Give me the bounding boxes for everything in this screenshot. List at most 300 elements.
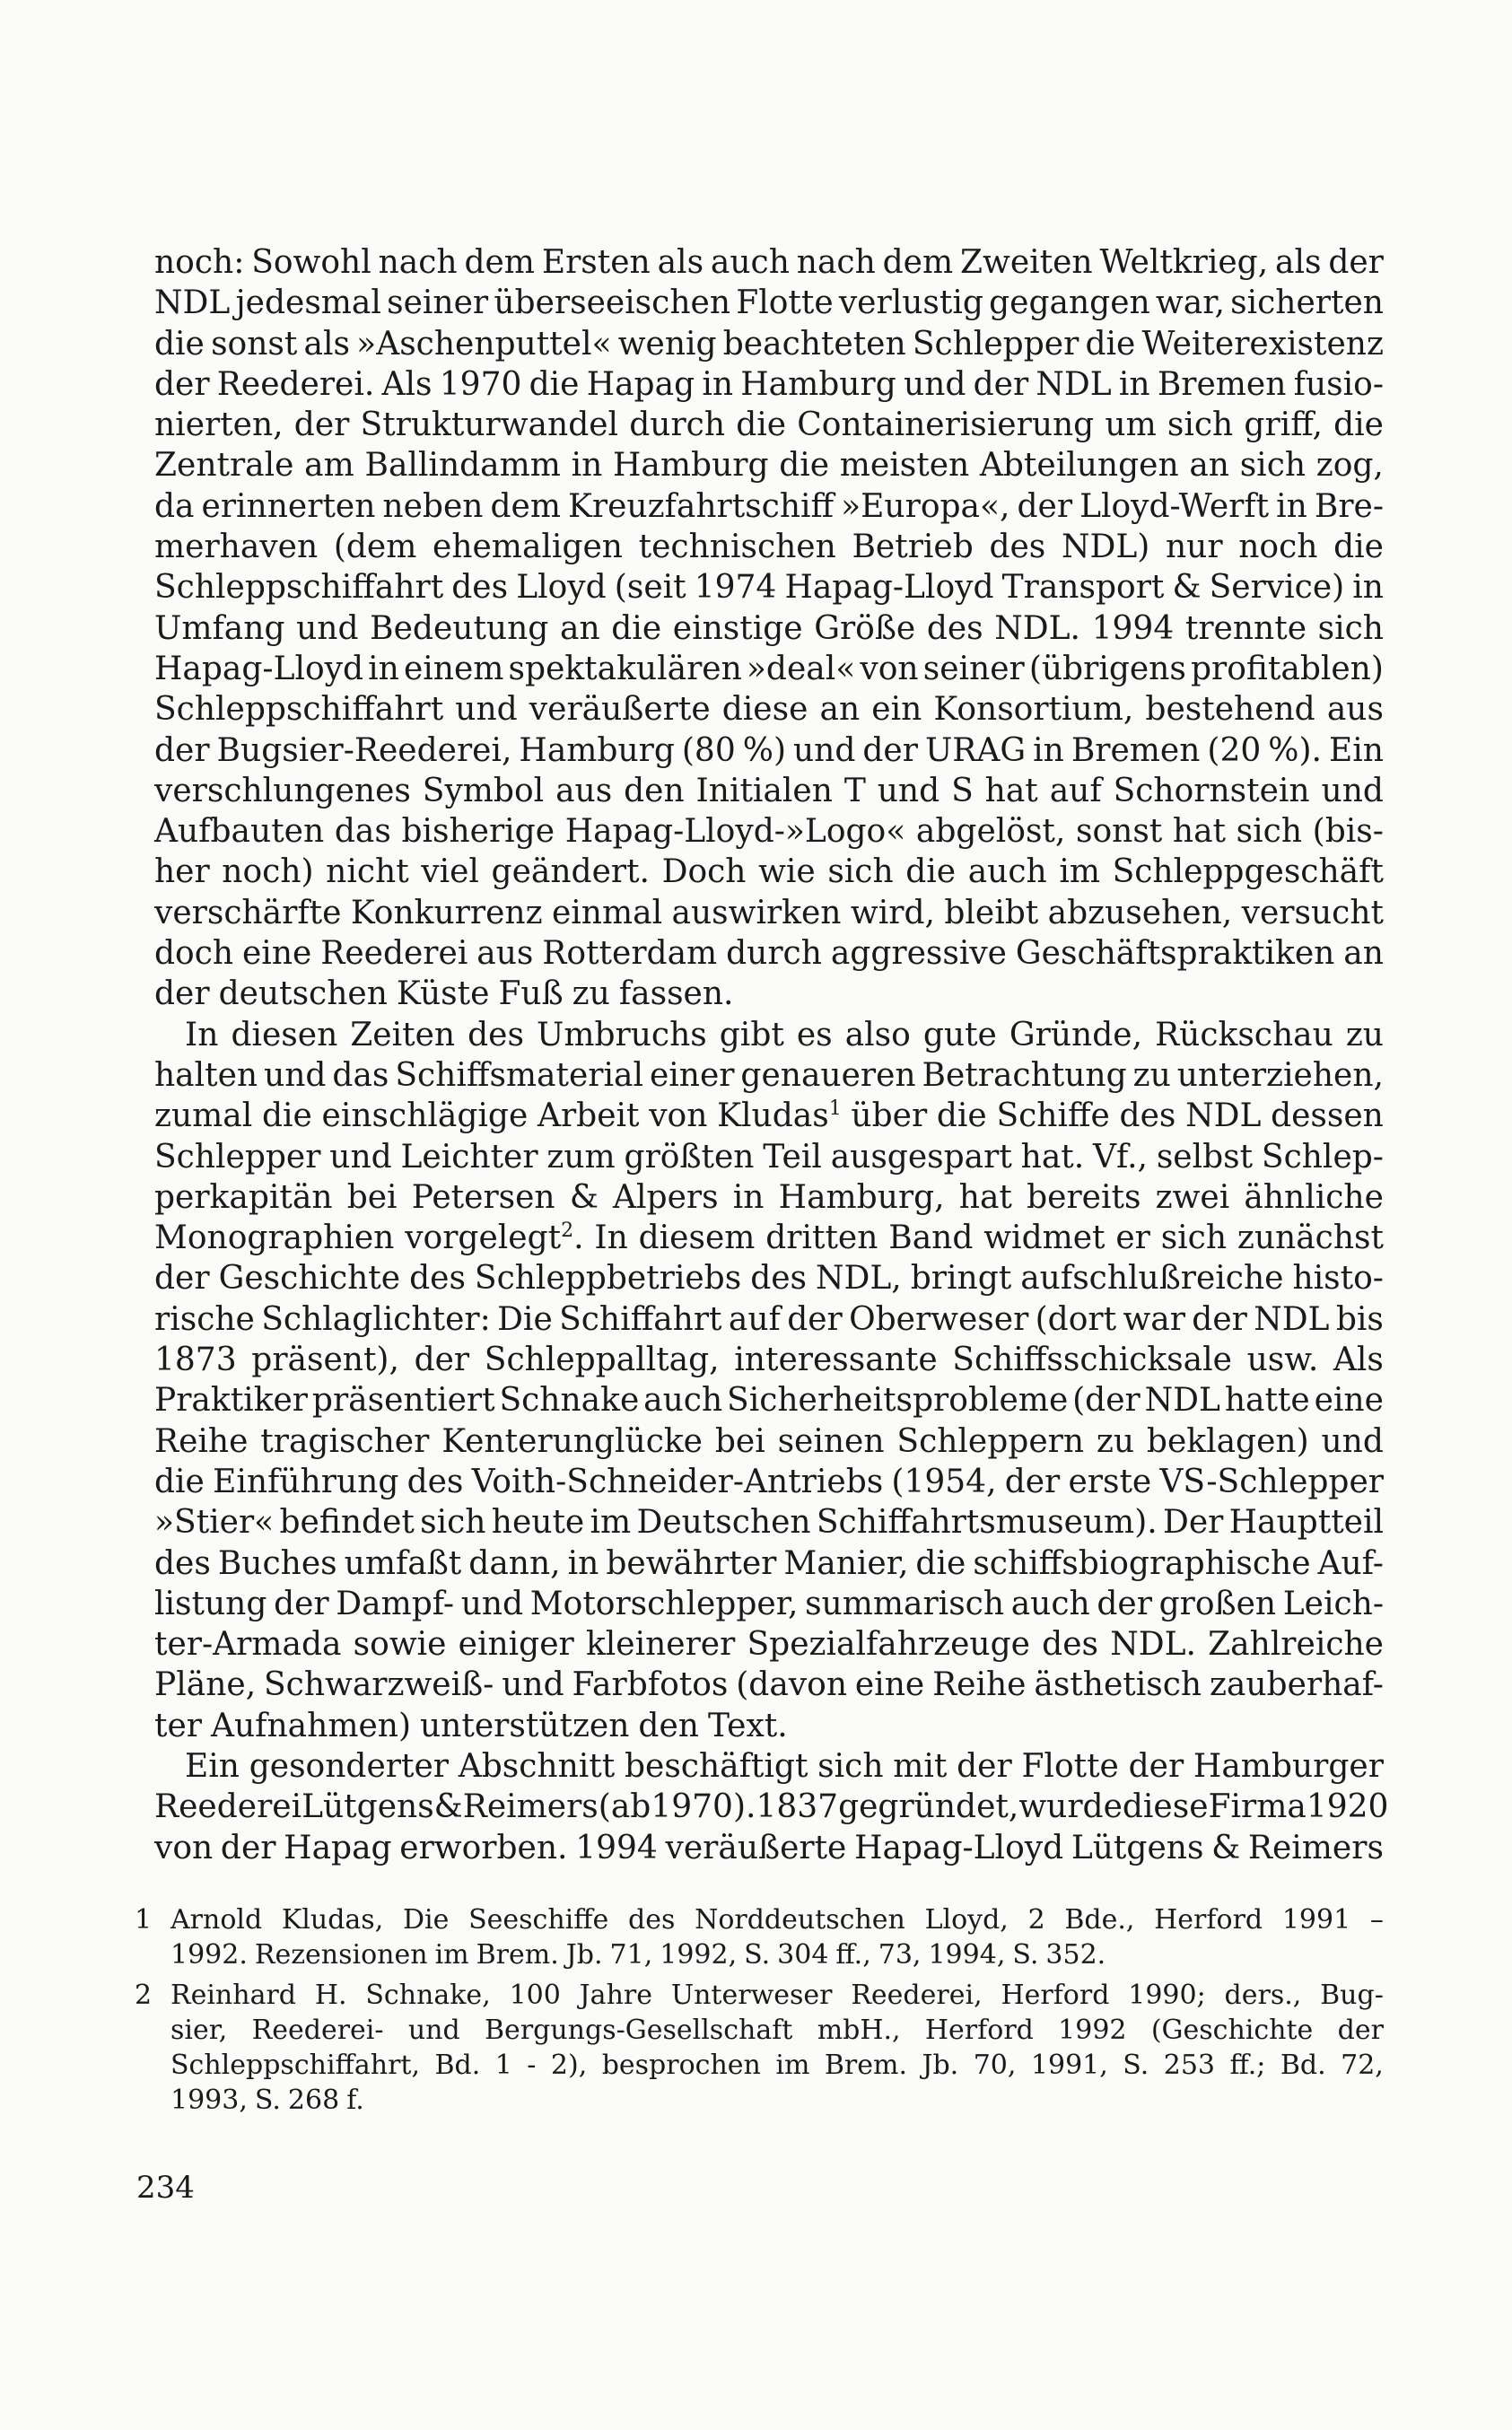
word: eine: [242, 935, 312, 973]
word: 1991: [1281, 1904, 1351, 1936]
word: Rotterdam: [542, 935, 718, 973]
word: besprochen: [601, 2050, 761, 2081]
word: (20: [1207, 731, 1262, 769]
word: der: [293, 406, 350, 444]
word: befindet: [279, 1504, 415, 1542]
word: zunächst: [1237, 1219, 1384, 1257]
word: und: [903, 365, 966, 403]
text-line: [154, 1096, 1384, 1136]
word: Ballindamm: [364, 447, 561, 485]
word: als: [303, 325, 350, 363]
word: Umbruchs: [536, 1016, 707, 1053]
word: 1991,: [1030, 2050, 1108, 2081]
word: versucht: [1241, 894, 1384, 931]
word: Kenterunglücke: [441, 1422, 703, 1460]
word: auf: [1049, 772, 1102, 809]
word: eine: [854, 1666, 925, 1704]
word: fusio-: [1293, 365, 1384, 403]
text-line: [154, 893, 1384, 933]
word: Reederei-: [251, 2015, 384, 2046]
word: an: [819, 691, 861, 729]
word: im: [775, 2050, 810, 2081]
text-line: [154, 1462, 1384, 1502]
word: Schlepper: [912, 325, 1079, 363]
word: Strukturwandel: [360, 406, 619, 444]
word: Sowohl: [251, 244, 371, 281]
word: 1993,: [170, 2085, 248, 2116]
footnote-line: [170, 2048, 1384, 2083]
word: Alpers: [613, 1178, 719, 1216]
word: (davon: [736, 1666, 847, 1704]
word: »Stier«: [154, 1504, 275, 1542]
word: und: [407, 2015, 460, 2046]
word: Farbfotos: [572, 1666, 729, 1704]
word: 1994: [1091, 609, 1175, 647]
text-line: [154, 1828, 1384, 1868]
word: diese: [721, 691, 808, 729]
word: &: [569, 1178, 599, 1216]
word: 1970: [439, 365, 522, 403]
word: »Europa«,: [841, 487, 1010, 525]
word: technischen: [638, 529, 836, 566]
word: Herford: [1154, 1904, 1263, 1936]
word: die: [915, 1544, 966, 1582]
word: (bis-: [1312, 813, 1384, 851]
word: NDL,: [816, 1260, 902, 1298]
word: veräußerte: [529, 691, 711, 729]
word: Reimers: [462, 1788, 599, 1826]
word: Hamburg: [740, 365, 896, 403]
word: %): [742, 731, 786, 769]
word: Jb.: [565, 1939, 603, 1971]
word: im: [1059, 853, 1100, 891]
word: ter-Armada: [154, 1626, 342, 1664]
word: Bre-: [1314, 487, 1384, 525]
word: Leichter: [400, 1138, 538, 1176]
word: 253: [1163, 2050, 1216, 2081]
word: des: [926, 609, 983, 647]
word: der: [1128, 1747, 1184, 1785]
word: Hapag: [586, 365, 695, 403]
word: Oberweser: [849, 1300, 1029, 1338]
text-line: [154, 730, 1384, 771]
word: aus: [555, 772, 613, 809]
word: hat.: [1020, 1138, 1085, 1176]
word: noch): [222, 853, 314, 891]
word: die: [1085, 325, 1136, 363]
word: bereits: [1027, 1178, 1141, 1216]
word: des: [406, 1463, 464, 1500]
word: Geschichte: [218, 1260, 401, 1298]
word: zog,: [1315, 447, 1384, 485]
footnotes: [135, 1902, 1384, 2123]
word: noch: [1238, 529, 1318, 566]
word: einem: [403, 650, 504, 687]
word: Schleppalltag,: [484, 1342, 720, 1379]
text-line: [154, 1421, 1384, 1462]
text-line: [154, 324, 1384, 364]
word: die: [1333, 529, 1384, 566]
word: ehemaligen: [433, 529, 623, 566]
word: der: [957, 1747, 1012, 1785]
text-line: [154, 1746, 1384, 1787]
word: des: [154, 1544, 211, 1582]
word: Symbol: [422, 772, 545, 809]
word: aggressive: [830, 935, 1007, 973]
text-line: [154, 1258, 1384, 1298]
word: dem: [464, 244, 535, 281]
word: Bd.: [1280, 2050, 1326, 2081]
word: 1873: [154, 1342, 237, 1379]
word: der: [154, 365, 210, 403]
word: bei: [714, 1422, 765, 1460]
word: noch:: [154, 244, 245, 281]
word: Schleppschiffahrt: [154, 691, 444, 729]
word: das: [334, 813, 391, 851]
word: beachteten: [722, 325, 906, 363]
text-line: [154, 1543, 1384, 1584]
word: Flotte: [736, 284, 834, 322]
word: usw.: [1246, 1342, 1319, 1379]
text-line: [154, 1137, 1384, 1177]
word: Aufnahmen): [210, 1707, 411, 1744]
word: %).: [1268, 731, 1322, 769]
word: VS-Schlepper: [1159, 1463, 1384, 1500]
word: Hauptteil: [1228, 1504, 1384, 1542]
word: Ein: [1328, 731, 1384, 769]
word: als: [1275, 244, 1322, 281]
word: eine: [1314, 1382, 1384, 1420]
word: am: [304, 447, 354, 485]
word: auch: [967, 853, 1047, 891]
word: Unterweser: [670, 1980, 833, 2011]
word: Praktiker: [154, 1382, 309, 1420]
word: da: [154, 487, 195, 525]
word: hat: [958, 1178, 1012, 1216]
word: »Aschenputtel«: [356, 325, 612, 363]
word: einstige: [672, 609, 803, 647]
text-line: [154, 283, 1384, 323]
text-line: [154, 974, 1384, 1014]
word: auf: [728, 1300, 781, 1338]
word: der: [1192, 1300, 1247, 1338]
word: des: [409, 1260, 466, 1298]
word: die: [1333, 406, 1384, 444]
word: Vf.,: [1093, 1138, 1148, 1176]
word: einiger: [458, 1626, 574, 1664]
word: S.: [254, 2085, 281, 2116]
word: Hapag-Lloyd-»Logo«: [564, 813, 906, 851]
word: auch: [1010, 1585, 1090, 1622]
word: 1974: [694, 569, 777, 607]
word: in: [368, 650, 399, 687]
word: des: [989, 529, 1046, 566]
word: des: [1042, 1626, 1098, 1664]
word: der: [1337, 2015, 1384, 2046]
word: präsent),: [251, 1342, 399, 1379]
word: sowie: [353, 1626, 447, 1664]
word: Schiffsschicksale: [952, 1342, 1232, 1379]
word: aufschlußreiche: [1020, 1260, 1284, 1298]
word: Zahlreiche: [1208, 1626, 1384, 1664]
word: die: [779, 447, 830, 485]
word: 1994,: [928, 1939, 1006, 1971]
word: und: [877, 772, 940, 809]
word: Hamburger: [1193, 1747, 1384, 1785]
word: Hapag-Lloyd: [784, 569, 994, 607]
word: kleinerer: [585, 1626, 736, 1664]
word: bringt: [910, 1260, 1012, 1298]
word: Geschäftspraktiken: [1015, 935, 1335, 973]
word: der: [220, 1829, 276, 1866]
word: zwei: [1155, 1178, 1230, 1216]
word: Lütgens: [1071, 1829, 1204, 1866]
word: (der: [1072, 1382, 1141, 1420]
word: perkapitän: [154, 1178, 333, 1216]
word: Betrieb: [852, 529, 974, 566]
word: Schlepper: [154, 1138, 321, 1176]
word: zu: [1345, 1016, 1384, 1053]
word: Reinhard: [170, 1980, 297, 2011]
word: erworben.: [399, 1829, 568, 1866]
word: wurde: [1018, 1788, 1123, 1826]
word: gegangen: [989, 284, 1150, 322]
word: Schornstein: [1113, 772, 1310, 809]
word: den: [638, 1707, 699, 1744]
word: Bug-: [1320, 1980, 1384, 2011]
word: Schiffahrt: [559, 1300, 722, 1338]
word: 1990;: [1128, 1980, 1206, 2011]
word: einmal: [551, 894, 663, 931]
word: die: [154, 325, 205, 363]
word: Rezensionen: [254, 1939, 428, 1971]
word: Reederei: [154, 1788, 302, 1826]
word: bewährter: [606, 1544, 777, 1582]
word: S: [951, 772, 974, 809]
word: -: [527, 2050, 537, 2081]
text-line: [154, 608, 1384, 649]
word: Schleppbetriebs: [474, 1260, 742, 1298]
word: Fuß: [498, 975, 564, 1013]
word: (übrigens: [1028, 650, 1186, 687]
word: Abschnitt: [458, 1747, 616, 1785]
footnote-line: [170, 2083, 1384, 2118]
word: Petersen: [411, 1178, 555, 1216]
word: in: [1352, 569, 1384, 607]
word: ders.,: [1224, 1980, 1302, 2011]
word: Einführung: [213, 1463, 399, 1500]
word: 1: [494, 2050, 512, 2081]
word: Herford: [1001, 1980, 1110, 2011]
word: dessen: [1271, 1097, 1384, 1135]
word: spektakulären: [508, 650, 742, 687]
word: NDL: [1185, 1097, 1262, 1135]
word: Schwarzweiß-: [264, 1666, 494, 1704]
word: Hapag: [284, 1829, 392, 1866]
word: diesen: [231, 1016, 338, 1053]
word: dritten: [765, 1219, 878, 1257]
word: auswirken: [671, 894, 842, 931]
word: nur: [1165, 529, 1223, 566]
word: Schleppschiffahrt: [154, 569, 444, 607]
word: bisherige: [401, 813, 555, 851]
word: hat: [1172, 813, 1227, 851]
text-line: [154, 689, 1384, 730]
word: NDL: [1144, 1382, 1220, 1420]
word: diesem: [638, 1219, 756, 1257]
word: geändert.: [491, 853, 650, 891]
word: seiner: [387, 284, 489, 322]
word: sich: [420, 1504, 486, 1542]
word: »deal«: [746, 650, 856, 687]
word: erste: [1068, 1463, 1152, 1500]
word: Rückschau: [1155, 1016, 1333, 1053]
word: Schiffahrtsmuseum).: [816, 1504, 1158, 1542]
word: NDL: [154, 284, 231, 322]
word: URAG: [924, 731, 1027, 769]
word: Service): [1209, 569, 1345, 607]
word: großen: [1158, 1585, 1277, 1622]
word: durch: [629, 406, 726, 444]
word: Lloyd,: [924, 1904, 1009, 1936]
word: Hamburg: [613, 447, 769, 485]
word: Band: [888, 1219, 974, 1257]
text-line: [154, 527, 1384, 567]
word: ästhetisch: [1034, 1666, 1202, 1704]
word: &: [433, 1788, 463, 1826]
word: der: [1097, 1585, 1152, 1622]
word: (Geschichte: [1150, 2015, 1314, 2046]
word: Reihe: [932, 1666, 1027, 1704]
word: der: [862, 731, 918, 769]
word: Bremen: [1157, 365, 1287, 403]
word: sich: [817, 1747, 884, 1785]
word: Containerisierung: [797, 406, 1095, 444]
word: In: [185, 1016, 219, 1053]
word: 100: [509, 1980, 561, 2011]
word: Norddeutschen: [695, 1904, 905, 1936]
word: Jahre: [579, 1980, 652, 2011]
word: Schleppern: [896, 1422, 1085, 1460]
word: doch: [154, 935, 234, 973]
word: bestehend: [1145, 691, 1315, 729]
word: Lütgens: [302, 1788, 434, 1826]
word: in: [702, 365, 734, 403]
word: 70,: [973, 2050, 1017, 2081]
word: 1837: [756, 1788, 839, 1826]
word: Bde.,: [1064, 1904, 1135, 1936]
word: die: [261, 1097, 312, 1135]
word: Betrachtung: [922, 1056, 1127, 1094]
word: den: [624, 772, 685, 809]
word: Brem.: [824, 2050, 907, 2081]
word: seiner: [922, 650, 1025, 687]
word: dem: [882, 244, 954, 281]
word: des: [451, 569, 509, 607]
word: aus: [1326, 691, 1384, 729]
word: NDL: [1254, 1300, 1330, 1338]
word: 2),: [550, 2050, 588, 2081]
word: sich: [1160, 1219, 1228, 1257]
word: die: [611, 609, 662, 647]
text-line: [154, 486, 1384, 527]
text-line: [154, 1055, 1384, 1096]
word: im: [434, 1939, 469, 1971]
word: Weltkrieg,: [1099, 244, 1269, 281]
word: Auf-: [1317, 1544, 1384, 1582]
word: von: [860, 650, 919, 687]
text-line: [154, 242, 1384, 283]
word: von: [649, 1097, 708, 1135]
word: um: [1105, 406, 1157, 444]
word: 268: [287, 2085, 340, 2116]
text-line: [154, 852, 1384, 892]
word: seinen: [777, 1422, 885, 1460]
word: verschärfte: [154, 894, 342, 931]
word: einer: [649, 1056, 735, 1094]
word: deutschen: [218, 975, 388, 1013]
word: gute: [922, 1016, 997, 1053]
text-line: [154, 649, 1384, 689]
word: Ersten: [541, 244, 651, 281]
word: umfaßt: [344, 1544, 462, 1582]
word: sonst: [1075, 813, 1163, 851]
word: mbH.,: [817, 2015, 901, 2046]
word: die: [936, 1097, 987, 1135]
word: (1954,: [891, 1463, 997, 1500]
word: gibt: [719, 1016, 784, 1053]
word: sich: [1236, 813, 1303, 851]
word: Bugsier-Reederei,: [216, 731, 512, 769]
word: 71,: [609, 1939, 653, 1971]
word: (80: [681, 731, 736, 769]
word: Die: [402, 1904, 450, 1936]
word: das: [332, 1056, 389, 1094]
word: präsentiert: [311, 1382, 495, 1420]
word: zu: [1096, 1422, 1135, 1460]
word: Bergungs-Gesellschaft: [485, 2015, 793, 2046]
word: und: [460, 1585, 524, 1622]
word: zum: [546, 1138, 616, 1176]
word: sicherten: [1230, 284, 1384, 322]
word: Schleppschiffahrt,: [170, 2050, 420, 2081]
word: zumal: [154, 1097, 253, 1135]
word: und: [502, 1666, 564, 1704]
word: f.: [346, 2085, 364, 2116]
footnote-line: [170, 1937, 1384, 1972]
word: der: [414, 1342, 470, 1379]
word: NDL.: [994, 609, 1080, 647]
word: sier,: [170, 2015, 228, 2046]
text-line: [154, 1340, 1384, 1380]
word: von: [154, 1829, 214, 1866]
word: an: [1343, 935, 1384, 973]
word: Reederei.: [216, 365, 375, 403]
word: Weiterexistenz: [1141, 325, 1384, 363]
word: Dampf-: [336, 1585, 455, 1622]
word: Aufbauten: [154, 813, 325, 851]
footnote-line: [170, 2013, 1384, 2048]
text-line: [154, 1584, 1384, 1624]
word: neben: [382, 487, 484, 525]
text-line: [154, 933, 1384, 974]
word: 352.: [1045, 1939, 1106, 1971]
word: der: [1004, 1463, 1061, 1500]
word: der: [154, 1260, 210, 1298]
word: des: [750, 1260, 808, 1298]
word: veräußerte: [665, 1829, 847, 1866]
word: Gründe,: [1009, 1016, 1143, 1053]
